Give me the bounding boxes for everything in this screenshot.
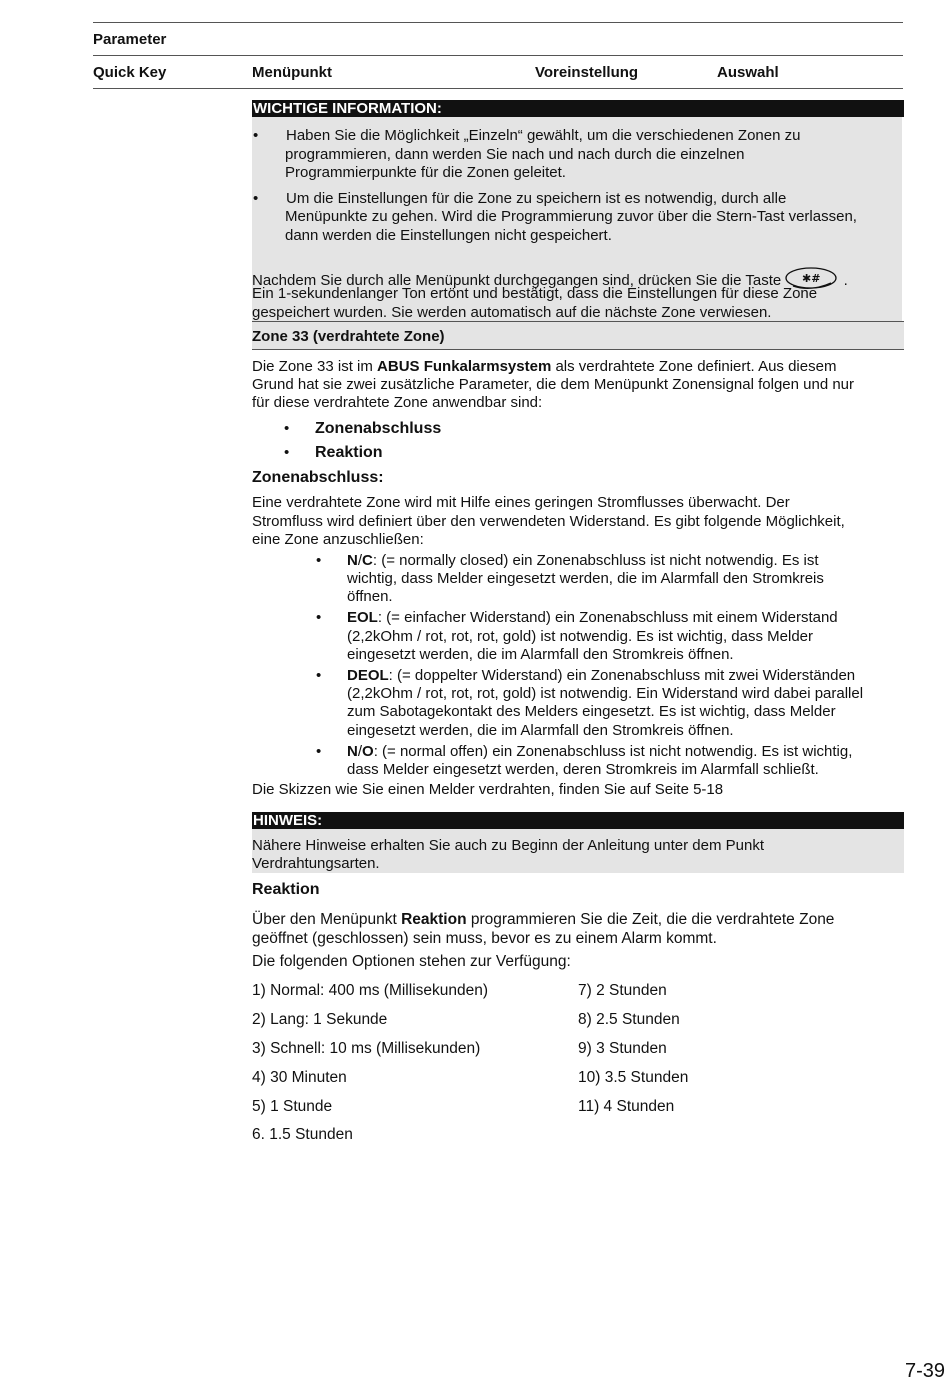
info-bullet-1-line-3: Programmierpunkte für die Zonen geleitet. (285, 164, 566, 181)
page-number: 7-39 (905, 1360, 946, 1382)
info-title: WICHTIGE INFORMATION: (252, 100, 904, 117)
abschluss-p-line-2: Stromfluss wird definiert über den verwendeten Widerstand. Es gibt folgende Möglichkeit, (252, 513, 845, 530)
bullet-dot-icon: • (316, 609, 322, 626)
header-rule-middle (93, 55, 903, 56)
reaktion-option-4: 4) 30 Minuten (252, 1069, 347, 1086)
reaktion-p-c: programmieren Sie die Zeit, die die verdrahtete Zone (466, 911, 835, 928)
abschluss-no-line-1 (347, 743, 852, 762)
reaktion-option-11: 11) 4 Stunden (578, 1098, 675, 1115)
deol-key: DEOL (347, 667, 389, 684)
no-slash: / (357, 743, 363, 760)
reaktion-p-line-1 (252, 911, 834, 930)
info-note-period: . (843, 272, 848, 289)
header-quick-key: Quick Key (93, 64, 167, 81)
hinweis-line-2: Verdrahtungsarten. (252, 855, 380, 872)
bullet-dot-icon: • (316, 552, 322, 569)
svg-text:✱#: ✱# (802, 272, 821, 285)
hinweis-title: HINWEIS: (252, 812, 904, 829)
abschluss-skizzen: Die Skizzen wie Sie einen Melder verdrahten, finden Sie auf Seite 5-18 (252, 781, 724, 798)
reaktion-option-5: 5) 1 Stunde (252, 1098, 333, 1115)
hinweis-line-1: Nähere Hinweise erhalten Sie auch zu Beginn der Anleitung unter dem Punkt (252, 837, 764, 854)
reaktion-options-intro: Die folgenden Optionen stehen zur Verfügung: (252, 953, 571, 970)
reaktion-option-2: 2) Lang: 1 Sekunde (252, 1011, 388, 1028)
header-rule-bottom (93, 88, 903, 89)
reaktion-option-3: 3) Schnell: 10 ms (Millisekunden) (252, 1040, 481, 1057)
info-bullet-1-line-2: programmieren, dann werden Sie nach und nach durch die einzelnen (285, 146, 745, 163)
reaktion-p-a: Über den Menüpunkt (252, 911, 402, 928)
bullet-dot-icon: • (316, 667, 322, 684)
zone33-intro-line-2: Grund hat sie zwei zusätzliche Parameter, die dem Menüpunkt Zonensignal folgen und nur (252, 376, 855, 393)
zone33-intro-a: Die Zone 33 ist im (252, 358, 378, 375)
reaktion-option-8: 8) 2.5 Stunden (578, 1011, 680, 1028)
header-parameter: Parameter (93, 31, 167, 48)
abschluss-nc-line-2: wichtig, dass Melder eingesetzt werden, die im Alarmfall den Stromkreis (347, 570, 824, 587)
bullet-dot-icon: • (316, 743, 322, 760)
no-key-o: O (362, 743, 374, 760)
zone33-intro-c: als verdrahtete Zone definiert. Aus diesem (551, 358, 837, 375)
reaktion-p-bold: Reaktion (401, 911, 467, 928)
info-bullet-2-line-1: Um die Einstellungen für die Zone zu speichern ist es notwendig, durch alle (286, 190, 787, 207)
deol-text: : (= doppelter Widerstand) ein Zonenabschluss mit zwei Widerständen (388, 667, 856, 684)
info-bullet-2-line-3: dann werden die Einstellungen nicht gespeichert. (285, 227, 612, 244)
eol-key: EOL (347, 609, 378, 626)
bullet-dot-icon: • (253, 127, 259, 144)
no-text: : (= normal offen) ein Zonenabschluss ist nicht notwendig. Es ist wichtig, (373, 743, 853, 760)
zone33-param-reaktion: Reaktion (315, 444, 383, 461)
reaktion-option-1: 1) Normal: 400 ms (Millisekunden) (252, 982, 489, 999)
zone33-intro-line-1 (252, 358, 836, 377)
abschluss-eol-line-3: eingesetzt werden, die im Alarmfall den Stromkreis öffnen. (347, 646, 734, 663)
abschluss-p-line-1: Eine verdrahtete Zone wird mit Hilfe eines geringen Stromflusses überwacht. Der (252, 494, 790, 511)
header-voreinstellung: Voreinstellung (535, 64, 639, 81)
zone33-title: Zone 33 (verdrahtete Zone) (252, 328, 445, 345)
abschluss-nc-line-3: öffnen. (347, 588, 393, 605)
reaktion-option-10: 10) 3.5 Stunden (578, 1069, 689, 1086)
abschluss-deol-line-1 (347, 667, 855, 686)
info-note-line-3: gespeichert wurden. Sie werden automatisch auf die nächste Zone verwiesen. (252, 304, 772, 321)
header-rule-top (93, 22, 903, 23)
reaktion-option-6: 6. 1.5 Stunden (252, 1126, 353, 1143)
no-key-n: N (347, 743, 358, 760)
nc-key-n: N (347, 552, 358, 569)
abschluss-p-line-3: eine Zone anzuschließen: (252, 531, 424, 548)
info-bullet-2-line-2: Menüpunkte zu gehen. Wird die Programmierung zuvor über die Stern-Tast verlassen, (285, 208, 857, 225)
bullet-dot-icon: • (284, 444, 290, 461)
info-note-text: Nachdem Sie durch alle Menüpunkt durchgegangen sind, drücken Sie die Taste (252, 272, 782, 289)
zone33-intro-brand: ABUS Funkalarmsystem (377, 358, 552, 375)
abschluss-deol-line-2: (2,2kOhm / rot, rot, rot, gold) ist notwendig. Ein Widerstand wird dabei parallel (347, 685, 864, 702)
abschluss-heading: Zonenabschluss: (252, 469, 384, 486)
bullet-dot-icon: • (284, 420, 290, 437)
nc-key-c: C (362, 552, 373, 569)
reaktion-heading: Reaktion (252, 881, 320, 898)
info-bullet-1-line-1: Haben Sie die Möglichkeit „Einzeln“ gewählt, um die verschiedenen Zonen zu (286, 127, 801, 144)
abschluss-eol-line-2: (2,2kOhm / rot, rot, rot, gold) ist notwendig. Es ist wichtig, dass Melder (347, 628, 814, 645)
reaktion-p-line-2: geöffnet (geschlossen) sein muss, bevor es zu einem Alarm kommt. (252, 930, 717, 947)
reaktion-option-9: 9) 3 Stunden (578, 1040, 667, 1057)
eol-text: : (= einfacher Widerstand) ein Zonenabschluss mit einem Widerstand (377, 609, 838, 626)
bullet-dot-icon: • (253, 190, 259, 207)
zone33-param-zonenabschluss: Zonenabschluss (315, 420, 442, 437)
nc-slash: / (357, 552, 363, 569)
header-menupunkt: Menüpunkt (252, 64, 332, 81)
zone33-intro-line-3: für diese verdrahtete Zone anwendbar sind: (252, 394, 543, 411)
abschluss-deol-line-3: zum Sabotagekontakt des Melders eingesetzt. Es ist wichtig, dass Melder (347, 703, 836, 720)
nc-text: : (= normally closed) ein Zonenabschluss ist nicht notwendig. Es ist (372, 552, 819, 569)
abschluss-nc-line-1 (347, 552, 819, 571)
reaktion-option-7: 7) 2 Stunden (578, 982, 667, 999)
abschluss-eol-line-1 (347, 609, 838, 628)
abschluss-deol-line-4: eingesetzt werden, die im Alarmfall den Stromkreis öffnen. (347, 722, 734, 739)
info-note-line-2: Ein 1-sekundenlanger Ton ertönt und bestätigt, dass die Einstellungen für diese Zone (252, 285, 818, 302)
header-auswahl: Auswahl (717, 64, 779, 81)
abschluss-no-line-2: dass Melder eingesetzt werden, deren Stromkreis im Alarmfall schließt. (347, 761, 819, 778)
